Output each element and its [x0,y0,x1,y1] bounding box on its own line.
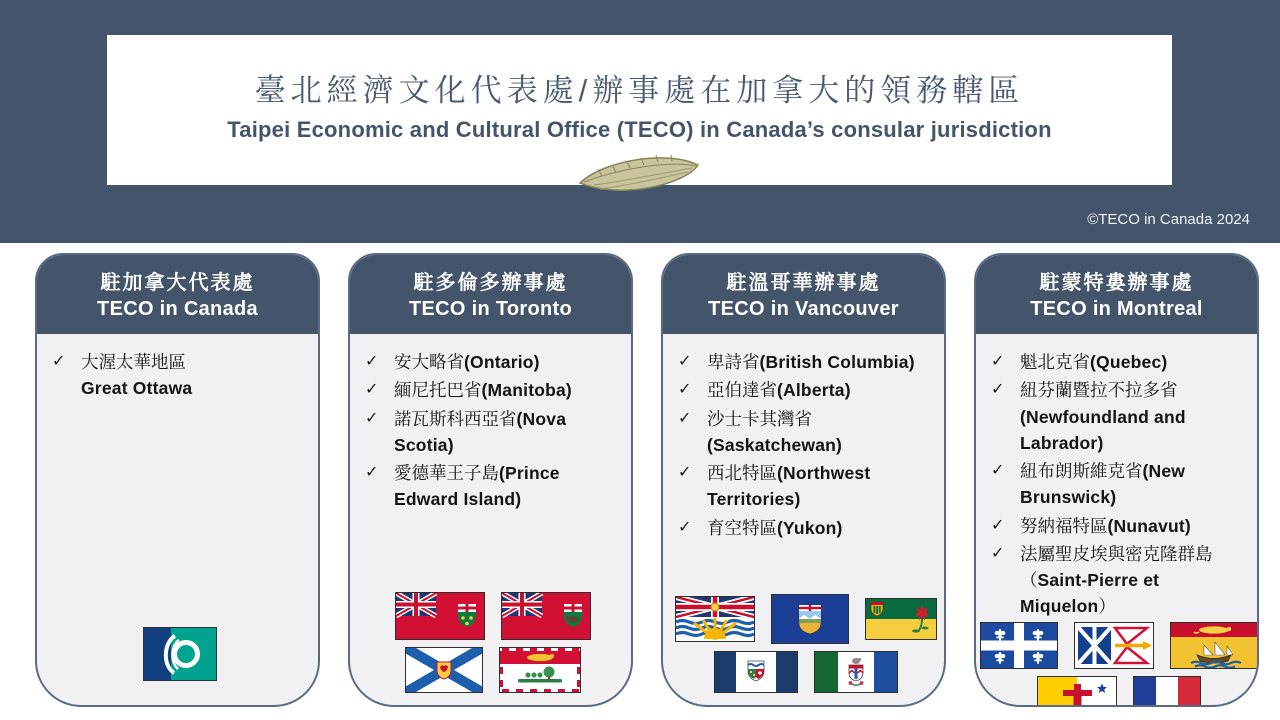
jurisdiction-text: 亞伯達省(Alberta) [707,380,851,401]
jurisdiction-list [678,349,934,543]
jurisdiction-item [678,377,934,403]
flag-area [678,594,934,705]
office-card-header [37,255,318,334]
check-icon: ✓ [991,353,1005,370]
flag-row [980,622,1258,669]
flag-area [991,622,1247,708]
check-icon: ✓ [365,409,379,427]
jurisdiction-text: 育空特區(Yukon) [707,517,843,538]
jurisdiction-text: 法屬聖皮埃與密克隆群島（Saint-Pierre et Miquelon） [1020,543,1213,617]
flag-yukon [814,651,898,693]
feather-icon [574,149,706,212]
office-card [974,253,1259,707]
jurisdiction-text: 安大略省(Ontario) [394,352,540,372]
jurisdiction-text: 緬尼托巴省(Manitoba) [394,380,572,401]
jurisdiction-item [991,377,1247,456]
office-card [661,253,946,707]
office-card [35,253,320,707]
office-cards-row [35,253,1259,707]
jurisdiction-list [991,349,1247,622]
check-icon: ✓ [991,381,1005,399]
jurisdiction-item [365,406,621,459]
office-card-body [976,334,1257,707]
flag-saskatchewan [865,598,937,640]
flag-area [365,592,621,705]
office-title-chinese: 駐溫哥華辦事處 [726,272,881,294]
flag-row [395,592,591,640]
office-card-body [350,334,631,705]
office-title-english: TECO in Montreal [1030,298,1203,320]
flag-british-columbia [675,596,755,642]
jurisdiction-item [365,349,621,375]
jurisdiction-list [52,349,308,404]
jurisdiction-text: 卑詩省(British Columbia) [707,352,915,372]
check-icon: ✓ [678,518,692,536]
office-card-header [663,255,944,334]
flag-quebec [980,622,1058,669]
jurisdiction-item [365,460,621,513]
check-icon: ✓ [365,381,379,399]
jurisdiction-text: 愛德華王子島(Prince Edward Island) [394,463,560,510]
office-title-chinese: 駐多倫多辦事處 [413,272,568,294]
flag-france [1133,676,1201,708]
check-icon: ✓ [52,353,66,370]
flag-row [405,647,581,693]
jurisdiction-text: 諾瓦斯科西亞省(Nova Scotia) [394,408,567,455]
jurisdiction-text: 大渥太華地區 Great Ottawa [81,352,193,399]
check-icon: ✓ [991,544,1005,562]
copyright-text: ©TECO in Canada 2024 [1087,211,1250,228]
jurisdiction-item [678,515,934,541]
flag-ottawa-city [143,627,217,681]
flag-row [1037,676,1201,708]
office-title-chinese: 駐加拿大代表處 [100,272,255,294]
flag-nunavut [1037,676,1117,708]
office-card-header [350,255,631,334]
jurisdiction-item [991,458,1247,511]
flag-nova-scotia [405,647,483,693]
top-band [0,0,1280,243]
flag-alberta [771,594,849,644]
office-card-header [976,255,1257,334]
flag-row [675,594,937,644]
check-icon: ✓ [678,409,692,427]
header-box [107,35,1172,185]
jurisdiction-text: 魁北克省(Quebec) [1020,352,1168,372]
jurisdiction-list [365,349,621,515]
jurisdiction-item [991,513,1247,539]
flag-row [143,627,217,681]
flag-newfoundland-labrador [1074,622,1154,669]
jurisdiction-item [52,349,308,402]
check-icon: ✓ [678,381,692,399]
office-card-body [663,334,944,705]
jurisdiction-item [991,541,1247,620]
jurisdiction-item [365,377,621,403]
check-icon: ✓ [365,464,379,481]
office-card [348,253,633,707]
check-icon: ✓ [365,353,379,370]
page-title-english: Taipei Economic and Cultural Office (TECO) in Canada’s consular jurisdiction [227,117,1052,142]
flag-ontario [395,592,485,640]
flag-manitoba [501,592,591,640]
check-icon: ✓ [991,462,1005,479]
check-icon: ✓ [678,353,692,370]
flag-row [714,651,898,693]
jurisdiction-item [678,349,934,375]
office-title-english: TECO in Canada [97,298,258,320]
jurisdiction-text: 西北特區(Northwest Territories) [707,463,871,510]
flag-prince-edward-island [499,647,581,693]
jurisdiction-item [678,406,934,459]
jurisdiction-text: 努納福特區(Nunavut) [1020,515,1191,536]
office-title-english: TECO in Toronto [409,298,572,320]
flag-new-brunswick [1170,622,1258,669]
check-icon: ✓ [678,464,692,481]
flag-northwest-territories [714,651,798,693]
office-title-chinese: 駐蒙特婁辦事處 [1039,272,1194,294]
jurisdiction-text: 紐布朗斯維克省(New Brunswick) [1020,461,1186,508]
flag-area [52,627,308,705]
page-title-chinese: 臺北經濟文化代表處/辦事處在加拿大的領務轄區 [254,73,1025,108]
jurisdiction-text: 沙士卡其灣省(Saskatchewan) [707,408,843,455]
jurisdiction-text: 紐芬蘭暨拉不拉多省(Newfoundland and Labrador) [1020,380,1186,453]
check-icon: ✓ [991,516,1005,534]
office-card-body [37,334,318,705]
jurisdiction-item [678,460,934,513]
office-title-english: TECO in Vancouver [708,298,899,320]
jurisdiction-item [991,349,1247,375]
